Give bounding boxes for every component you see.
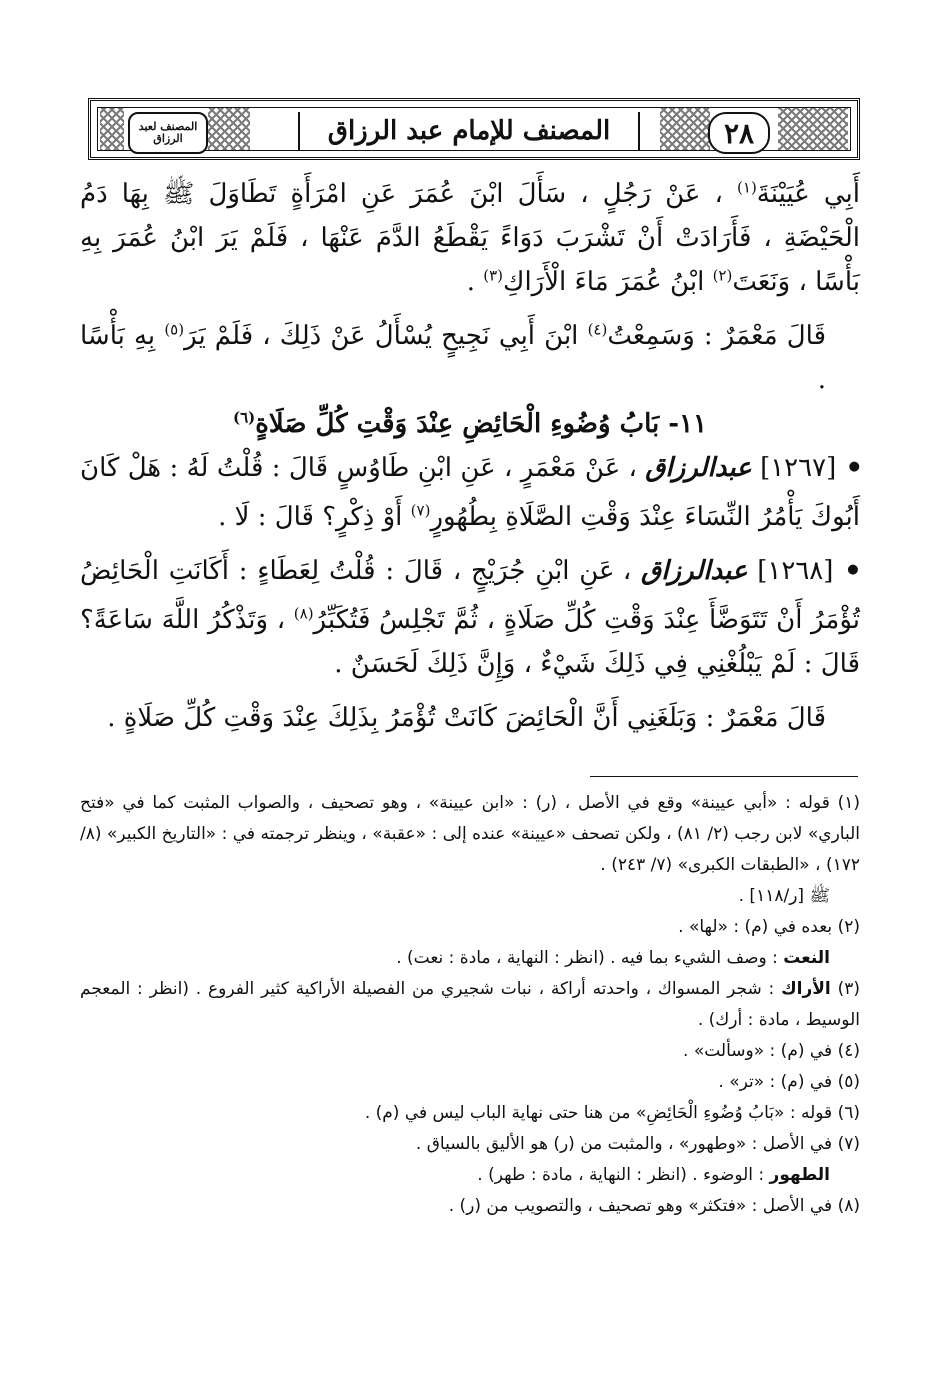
footnote-3	[80, 974, 860, 1036]
footnote-ref[interactable]: (٢)	[712, 266, 733, 285]
narrator-name: عبدالرزاق	[645, 453, 752, 483]
text-run: أَوْ ذِكْرٍ؟ قَالَ : لَا .	[218, 502, 403, 532]
footnote-ref[interactable]: (٣)	[483, 266, 504, 285]
hadith-1268	[80, 549, 860, 686]
footnote-2-definition	[80, 943, 860, 974]
footnote-ref[interactable]: (٤)	[587, 320, 608, 339]
chapter-heading	[80, 402, 860, 446]
ornament-pattern	[660, 108, 710, 150]
text-run: ، عَنْ مَعْمَرٍ ، عَنِ ابْنِ طَاوُسٍ قَالَ : قُلْتُ لَهُ : هَلْ كَانَ أَبُوكَ يَأْمُرُ النِّسَاءَ عِنْدَ وَقْتِ الصَّلَاةِ بِطُهُورٍ	[80, 453, 860, 532]
definition-text: : وصف الشيء بما فيه . (انظر : النهاية ، مادة : نعت) .	[396, 948, 778, 968]
running-title: المصنف للإمام عبد الرزاق	[298, 112, 640, 150]
text-run: ، عَنْ رَجُلٍ ، سَأَلَ ابْنَ عُمَرَ عَنِ امْرَأَةٍ تَطَاوَلَ ﷺ بِهَا دَمُ الْحَيْضَةِ ، فَأَرَادَتْ أَنْ تَشْرَبَ دَوَاءً يَقْطَعُ الدَّمَ عَنْهَا ، فَلَمْ يَرَ ابْنُ عُمَرَ بِهِ بَأْسًا ، وَنَعَتَ	[80, 179, 860, 297]
text-run: ، وَتَذْكُرُ اللَّهَ سَاعَةً؟ قَالَ : لَمْ يَبْلُغْنِي فِي ذَلِكَ شَيْءٌ ، وَإِنَّ ذَلِكَ لَحَسَنٌ .	[80, 605, 860, 679]
hadith-1267	[80, 446, 860, 539]
main-text	[80, 172, 860, 740]
paragraph-2	[80, 314, 860, 402]
hadith-number: [١٢٦٨]	[757, 556, 834, 586]
page-header-frame	[88, 98, 860, 160]
header-inner-border	[97, 107, 851, 151]
ornament-pattern	[208, 108, 250, 150]
text-run: ، عَنِ ابْنِ جُرَيْجٍ ، قَالَ : قُلْتُ لِعَطَاءٍ : أَكَانَتِ الْحَائِضُ تُؤْمَرُ أَنْ تَتَوَضَّأَ عِنْدَ وَقْتِ كُلِّ صَلَاةٍ ، ثُمَّ تَجْلِسُ فَتُكَبِّرُ	[80, 556, 861, 635]
definition-text: : الوضوء . (انظر : النهاية ، مادة : طهر) .	[477, 1165, 765, 1185]
footnote-6: (٦) قوله : «بَابُ وُضُوءِ الْحَائِضِ» من هنا حتى نهاية الباب ليس في (م) .	[364, 1103, 860, 1123]
footnote-4: (٤) في (م) : «وسألت» .	[683, 1041, 860, 1061]
ornament-pattern	[100, 108, 124, 150]
footnote-ref[interactable]: (٨)	[293, 604, 314, 623]
text-run: بِهِ بَأْسًا .	[80, 321, 826, 395]
footnotes	[80, 788, 860, 1222]
footnote-ref[interactable]: (٥)	[164, 320, 185, 339]
footnote-ref[interactable]: (٦)	[232, 408, 256, 427]
paragraph-1	[80, 172, 860, 304]
footnote-2: (٢) بعده في (م) : «لها» .	[678, 917, 860, 937]
definition-text: : شجر المسواك ، واحدته أراكة ، نبات شجيري من الفصيلة الأراكية كثير الفروع . (انظر : المعجم الوسيط ، مادة : أرك) .	[80, 979, 860, 1030]
paragraph-5: قَالَ مَعْمَرٌ : وَبَلَغَنِي أَنَّ الْحَائِضَ كَانَتْ تُؤْمَرُ بِذَلِكَ عِنْدَ وَقْتِ كُلِّ صَلَاةٍ .	[107, 703, 826, 733]
text-run: قَالَ مَعْمَرٌ : وَسَمِعْتُ	[607, 321, 827, 351]
footnote-1-manuscript-ref: ﷺ [ر/١١٨] .	[738, 886, 830, 906]
defined-term: الأراك	[781, 979, 831, 999]
footnote-ref[interactable]: (٧)	[410, 501, 431, 520]
defined-term: النعت	[783, 948, 830, 968]
book-seal-logo: المصنف لعبد الرزاق	[128, 112, 208, 154]
page-number: ٢٨	[708, 112, 770, 154]
ornament-pattern	[778, 108, 848, 150]
hadith-number: [١٢٦٧]	[760, 453, 837, 483]
footnote-7: (٧) في الأصل : «وطهور» ، والمثبت من (ر) هو الأليق بالسياق .	[415, 1134, 860, 1154]
text-run: ابْنَ أَبِي نَجِيحٍ يُسْأَلُ عَنْ ذَلِكَ ، فَلَمْ يَرَ	[184, 321, 579, 351]
text-run: ابْنُ عُمَرَ مَاءَ الْأَرَاكِ	[503, 267, 705, 297]
footnote-number: (٣)	[837, 979, 860, 999]
footnote-7-definition	[80, 1160, 860, 1191]
text-run: أَبِي عُيَيْنَةَ	[756, 179, 860, 209]
text-run: .	[466, 267, 475, 297]
footnote-8: (٨) في الأصل : «فتكثر» وهو تصحيف ، والتصويب من (ر) .	[448, 1196, 860, 1216]
footnote-1: (١) قوله : «أبي عيينة» وقع في الأصل ، (ر) : «ابن عيينة» ، وهو تصحيف ، والصواب المثبت كما في «فتح الباري» لابن رجب (٢/ ٨١) ، ولكن تصحف «عيينة» عنده إلى : «عقبة» ، وينظر ترجمته في : «التاريخ الكبير» (٨/ ١٧٢) ، «الطبقات الكبرى» (٧/ ٢٤٣) .	[80, 793, 860, 875]
narrator-name: عبدالرزاق	[641, 556, 748, 586]
footnote-5: (٥) في (م) : «تر» .	[718, 1072, 860, 1092]
footnote-ref[interactable]: (١)	[737, 178, 757, 197]
defined-term: الطهور	[769, 1165, 830, 1185]
heading-text: ١١- بَابُ وُضُوءِ الْحَائِضِ عِنْدَ وَقْتِ كُلِّ صَلَاةٍ	[255, 409, 708, 439]
footnote-separator	[590, 776, 858, 777]
